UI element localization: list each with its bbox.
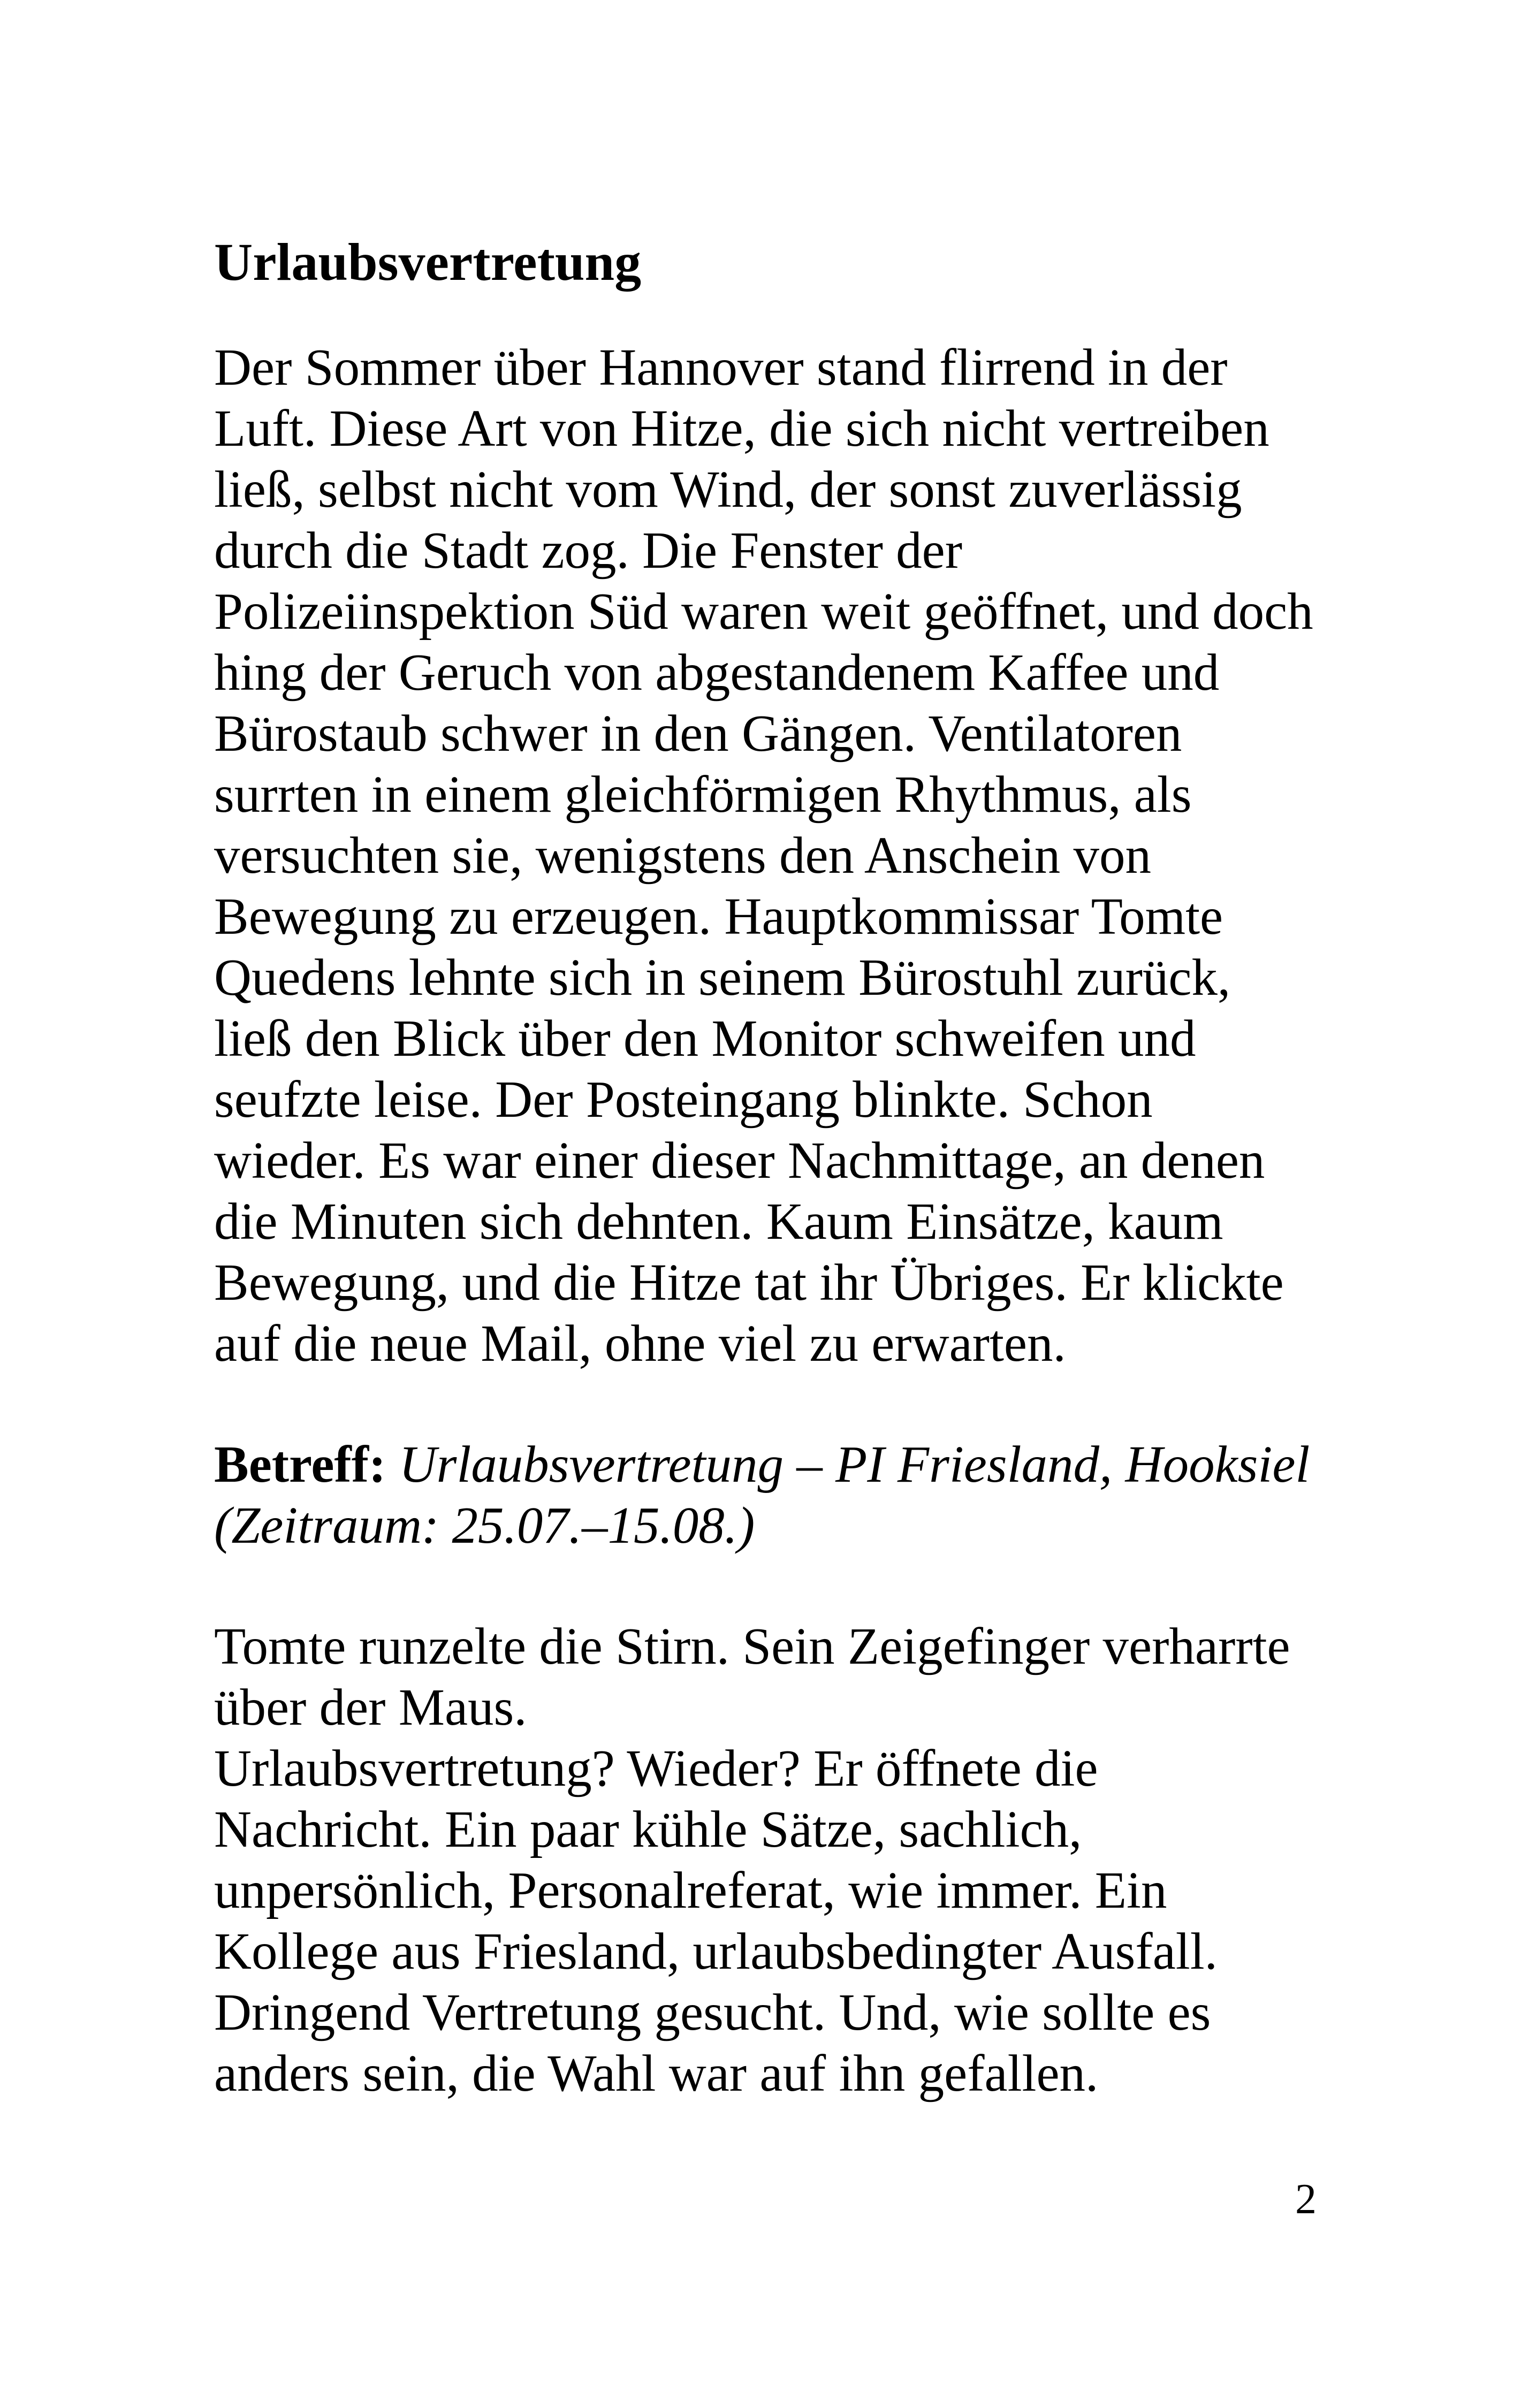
subject-text: Urlaubsvertretung – PI Friesland, Hooksiel (Zeitraum: 25.07.–15.08.): [214, 1436, 1310, 1554]
paragraph-2-line-2: Urlaubsvertretung? Wieder? Er öffnete die Nachricht. Ein paar kühle Sätze, sachlich, unpersönlich, Personalreferat, wie immer. Ein Kollege aus Friesland, urlaubsbedingter Ausfall. Dringend Vertretung gesucht. Und, wie sollte es anders sein, die Wahl war auf ihn gefallen.: [214, 1740, 1218, 2102]
chapter-title: Urlaubsvertretung: [214, 232, 642, 292]
subject-label: Betreff:: [214, 1436, 386, 1493]
paragraph-2-line-1: Tomte runzelte die Stirn. Sein Zeigefinger verharrte über der Maus.: [214, 1618, 1290, 1736]
email-subject: [214, 1434, 1317, 1556]
paragraph-1: Der Sommer über Hannover stand flirrend in der Luft. Diese Art von Hitze, die sich nicht vertreiben ließ, selbst nicht vom Wind, der sonst zuverlässig durch die Stadt zog. Die Fenster der Polizeiinspektion Süd waren weit geöffnet, und doch hing der Geruch von abgestandenem Kaffee und Bürostaub schwer in den Gängen. Ventilatoren surrten in einem gleichförmigen Rhythmus, als versuchten sie, wenigstens den Anschein von Bewegung zu erzeugen. Hauptkommissar Tomte Quedens lehnte sich in seinem Bürostuhl zurück, ließ den Blick über den Monitor schweifen und seufzte leise. Der Posteingang blinkte. Schon wieder. Es war einer dieser Nachmittage, an denen die Minuten sich dehnten. Kaum Einsätze, kaum Bewegung, und die Hitze tat ihr Übriges. Er klickte auf die neue Mail, ohne viel zu erwarten.: [214, 339, 1313, 1372]
page-number: 2: [1295, 2176, 1317, 2223]
page-content: [214, 225, 1317, 2104]
paragraph-2: [214, 1616, 1317, 2104]
